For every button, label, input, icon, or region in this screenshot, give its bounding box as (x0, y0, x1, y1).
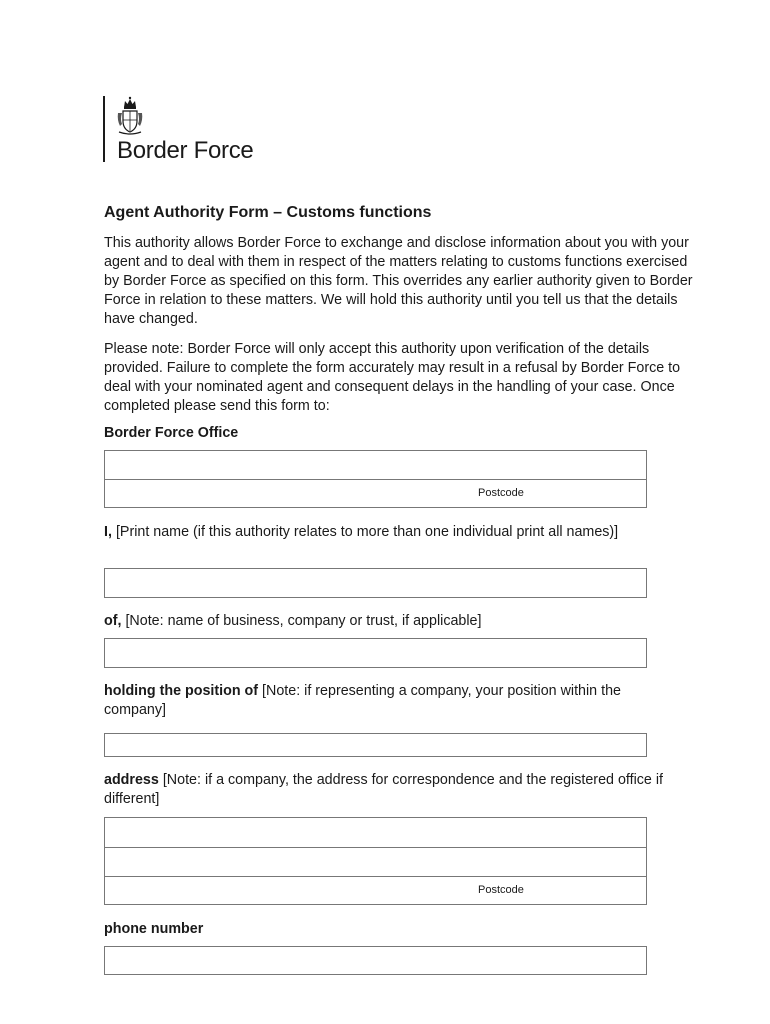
business-label-bold: of, (104, 613, 122, 629)
print-name-field[interactable] (104, 568, 647, 598)
form-title: Agent Authority Form – Customs functions (104, 204, 432, 221)
office-address-box (104, 450, 647, 508)
business-name-field[interactable] (104, 638, 647, 668)
address-line2-field[interactable] (105, 847, 646, 876)
position-label (104, 682, 664, 720)
org-name: Border Force (117, 137, 254, 164)
business-label (104, 612, 664, 631)
name-label-bold: I, (104, 524, 112, 540)
intro-paragraph: This authority allows Border Force to exchange and disclose information about you with your agent and to deal with them in respect of the matters relating to customs functions exercised by Border Force as specified on this form. This overrides any earlier authority given to Border Force in relation to these matters. We will hold this authority until you tell us that the details have changed. (104, 235, 693, 327)
name-label (104, 523, 664, 542)
address-line1-field[interactable] (105, 818, 646, 847)
phone-label: phone number (104, 921, 204, 937)
royal-crest-icon (115, 96, 145, 136)
address-label (104, 771, 664, 809)
office-label: Border Force Office (104, 425, 239, 441)
address-label-note: [Note: if a company, the address for correspondence and the registered office if different] (104, 772, 663, 807)
phone-field[interactable] (104, 946, 647, 975)
note-paragraph: Please note: Border Force will only accept this authority upon verification of the details provided. Failure to complete the form accurately may result in a refusal by Border Force to deal with your nominated agent and consequent delays in the handling of your case. Once completed please send this form to: (104, 341, 681, 414)
postcode-label: Postcode (478, 884, 524, 896)
address-box (104, 817, 647, 905)
office-postcode-field[interactable] (105, 479, 646, 507)
logo-divider (103, 96, 105, 162)
address-postcode-field[interactable] (105, 876, 646, 904)
office-address-field[interactable] (105, 451, 646, 479)
border-force-logo (103, 96, 303, 166)
position-label-bold: holding the position of (104, 683, 259, 699)
position-field[interactable] (104, 733, 647, 757)
name-label-note: [Print name (if this authority relates to more than one individual print all names)] (115, 524, 619, 540)
position-label-note: [Note: if representing a company, your position within the company] (104, 683, 621, 718)
business-label-note: [Note: name of business, company or trust, if applicable] (125, 613, 482, 629)
address-label-bold: address (104, 772, 159, 788)
postcode-label: Postcode (478, 487, 524, 499)
